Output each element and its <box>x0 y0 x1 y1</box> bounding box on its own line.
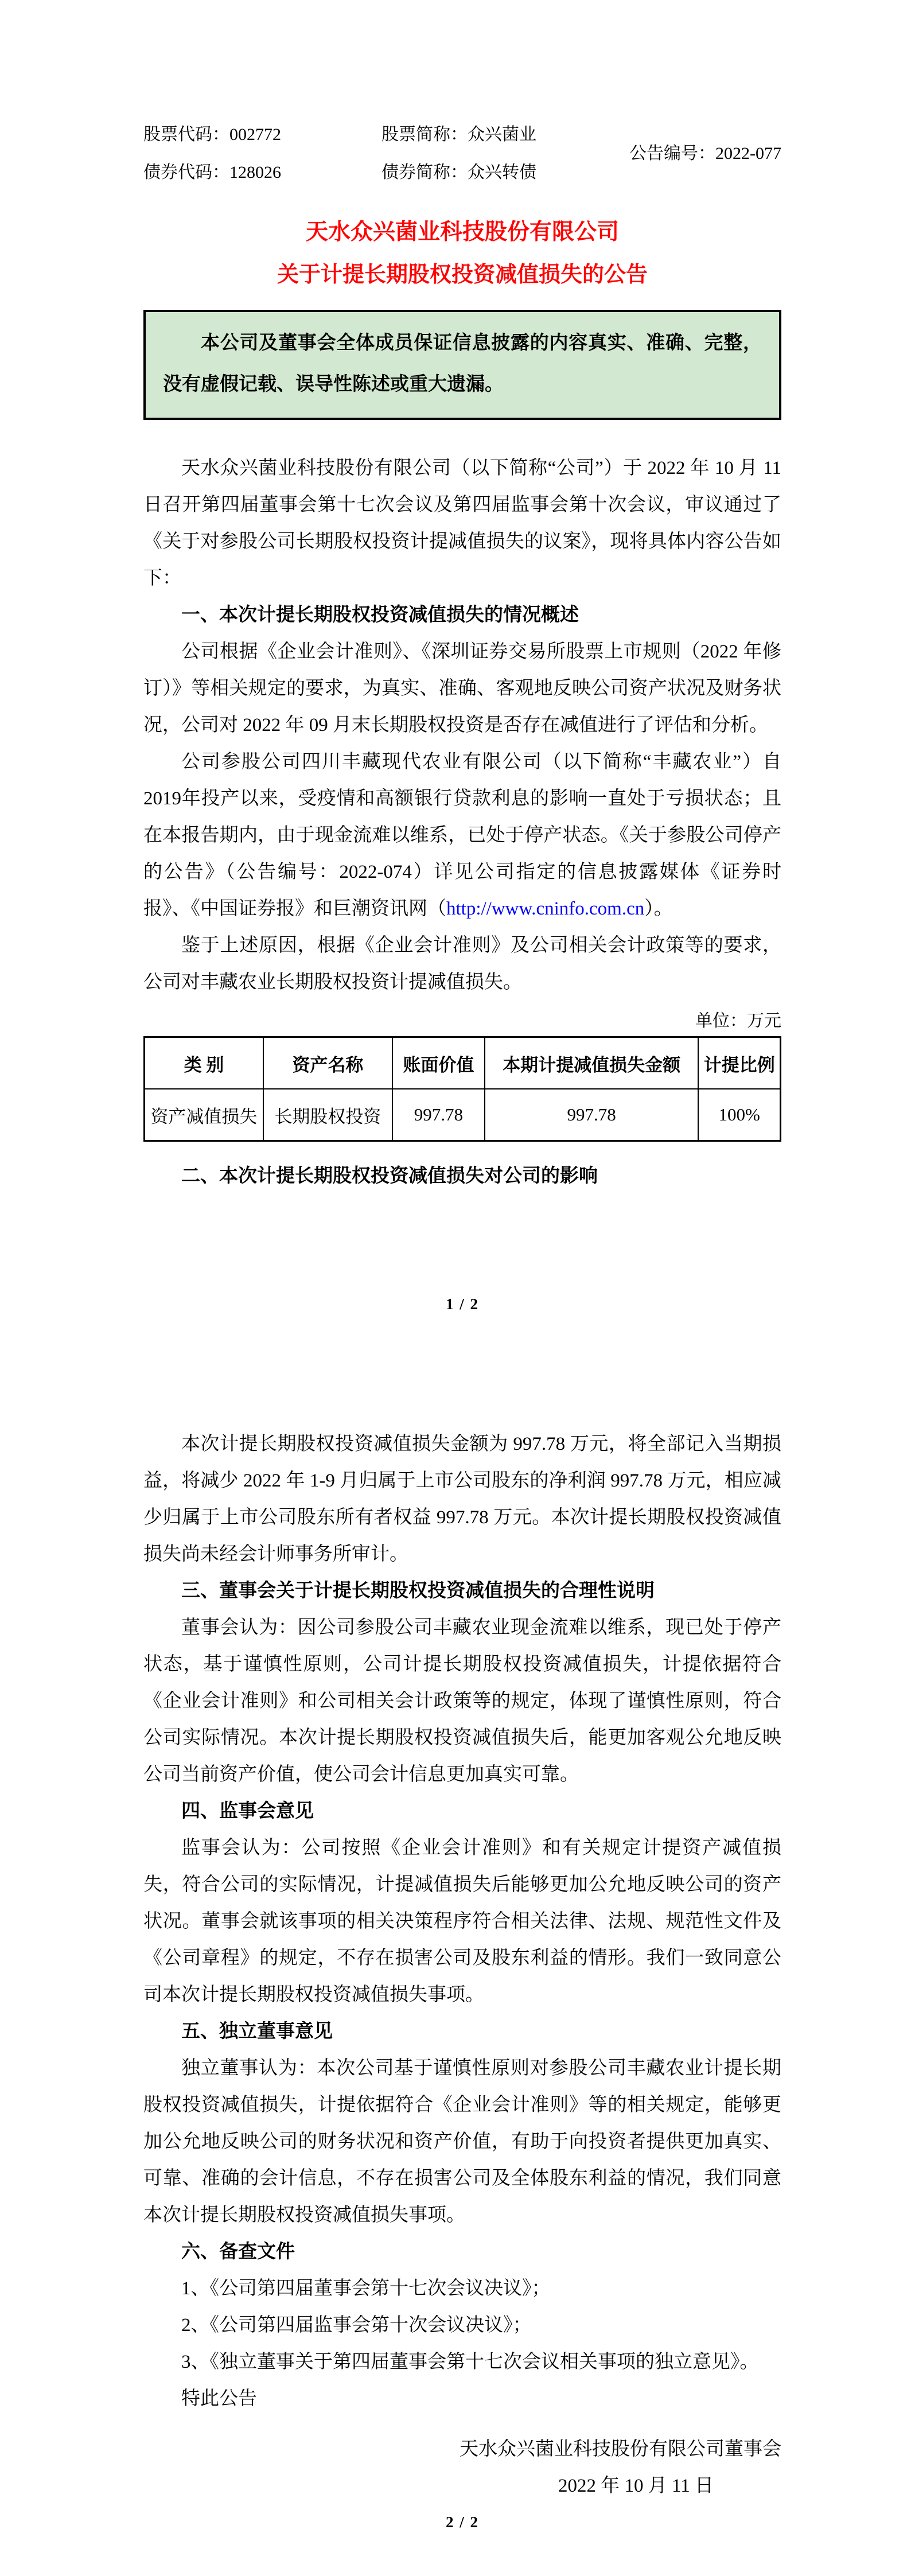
section6-heading: 六、备查文件 <box>181 2242 295 2262</box>
codes-block <box>143 114 629 189</box>
section5-heading: 五、独立董事意见 <box>181 2021 333 2042</box>
document-header <box>143 114 781 189</box>
company-title: 天水众兴菌业科技股份有限公司 <box>305 220 619 244</box>
page-break <box>143 1313 781 1426</box>
section1-paragraph-2-text: 公司参股公司四川丰藏现代农业有限公司（以下简称“丰藏农业”）自2019年投产以来，受疫情和高额银行贷款利息的影响一直处于亏损状态；且在本报告期内，由于现金流难以维系，已处于停产状态。《关于参股公司停产的公告》（公告编号：2022-074）详见公司指定的信息披露媒体《证券时报》、《中国证券报》和巨潮资讯网（ <box>143 752 781 919</box>
stock-code-row <box>143 114 629 151</box>
table-cell-ratio: 100% <box>698 1089 780 1141</box>
section5-paragraph: 独立董事认为：本次公司基于谨慎性原则对参股公司丰藏农业计提长期股权投资减值损失，计提依据符合《企业会计准则》等的相关规定，能够更加公允地反映公司的财务状况和资产价值，有助于向投资者提供更加真实、可靠、准确的会计信息，不存在损害公司及全体股东利益的情况，我们同意本次计提长期股权投资减值损失事项。 <box>143 2058 781 2225</box>
section1-paragraph-3: 鉴于上述原因，根据《企业会计准则》及公司相关会计政策等的要求，公司对丰藏农业长期股权投资计提减值损失。 <box>143 935 781 993</box>
disclosure-notice-text: 本公司及董事会全体成员保证信息披露的内容真实、准确、完整，没有虚假记载、误导性陈述或重大遗漏。 <box>163 333 762 395</box>
document-list-item-2: 2、《公司第四届监事会第十次会议决议》； <box>181 2315 532 2336</box>
table-header-asset-name: 资产名称 <box>263 1037 392 1089</box>
stock-code-label: 股票代码：002772 <box>143 125 281 144</box>
table-header-impairment-amount: 本期计提减值损失金额 <box>485 1037 699 1089</box>
section3-paragraph: 董事会认为：因公司参股公司丰藏农业现金流难以维系，现已处于停产状态，基于谨慎性原则，公司计提长期股权投资减值损失，计提依据符合《企业会计准则》和公司相关会计政策等的规定，体现了谨慎性原则，符合公司实际情况。本次计提长期股权投资减值损失后，能更加客观公允地反映公司当前资产价值，使公司会计信息更加真实可靠。 <box>143 1617 781 1785</box>
intro-paragraph: 天水众兴菌业科技股份有限公司（以下简称“公司”）于 2022 年 10 月 11 日召开第四届董事会第十七次会议及第四届监事会第十次会议，审议通过了《关于对参股公司长期股权投资计提减值损失的议案》，现将具体内容公告如下： <box>143 458 781 589</box>
section3-heading: 三、董事会关于计提长期股权投资减值损失的合理性说明 <box>181 1581 655 1601</box>
table-header-book-value: 账面价值 <box>392 1037 485 1089</box>
announcement-title: 关于计提长期股权投资减值损失的公告 <box>277 263 648 287</box>
section2-paragraph: 本次计提长期股权投资减值损失金额为 997.78 万元，将全部记入当期损益，将减少 2022 年 1-9 月归属于上市公司股东的净利润 997.78 万元，相应减少归属于上市公司股东所有者权益 997.78 万元。本次计提长期股权投资减值损失尚未经会计师事务所审计。 <box>143 1434 781 1565</box>
signature-date: 2022 年 10 月 11 日 <box>558 2476 714 2496</box>
cninfo-link[interactable]: http://www.cninfo.com.cn <box>446 898 645 919</box>
table-cell-book-value: 997.78 <box>392 1089 485 1141</box>
bond-code-label: 债券代码：128026 <box>143 163 281 182</box>
disclosure-notice-box <box>143 310 781 420</box>
board-signature: 天水众兴菌业科技股份有限公司董事会 <box>460 2439 781 2460</box>
table-header-row <box>145 1037 781 1089</box>
table-cell-asset-name: 长期股权投资 <box>263 1089 392 1141</box>
announcement-number: 公告编号：2022-077 <box>629 144 781 163</box>
bond-code-row <box>143 151 629 189</box>
table-cell-impairment-amount: 997.78 <box>485 1089 699 1141</box>
table-cell-category: 资产减值损失 <box>145 1089 263 1141</box>
document-list-item-1: 1、《公司第四届董事会第十七次会议决议》； <box>181 2278 551 2299</box>
page-number-1: 1 / 2 <box>445 1295 479 1313</box>
table-row <box>145 1089 781 1141</box>
section1-paragraph-2 <box>143 744 781 927</box>
unit-label: 单位：万元 <box>695 1011 781 1030</box>
section1-paragraph-2-tail: ）。 <box>644 898 673 919</box>
section1-heading: 一、本次计提长期股权投资减值损失的情况概述 <box>181 605 579 625</box>
table-header-ratio: 计提比例 <box>698 1037 780 1089</box>
closing-statement: 特此公告 <box>181 2388 257 2409</box>
section4-heading: 四、监事会意见 <box>181 1801 314 1822</box>
page-number-2: 2 / 2 <box>445 2513 479 2531</box>
stock-short-name-label: 股票简称：众兴菌业 <box>381 125 536 144</box>
document-list-item-3: 3、《独立董事关于第四届董事会第十七次会议相关事项的独立意见》。 <box>181 2352 759 2372</box>
table-header-category: 类 别 <box>145 1037 263 1089</box>
bond-short-name-label: 债券简称：众兴转债 <box>381 163 536 182</box>
section4-paragraph: 监事会认为：公司按照《企业会计准则》和有关规定计提资产减值损失，符合公司的实际情况，计提减值损失后能够更加公允地反映公司的资产状况。董事会就该事项的相关决策程序符合相关法律、法规、规范性文件及《公司章程》的规定，不存在损害公司及股东利益的情形。我们一致同意公司本次计提长期股权投资减值损失事项。 <box>143 1838 781 2005</box>
section2-heading: 二、本次计提长期股权投资减值损失对公司的影响 <box>181 1166 598 1186</box>
impairment-table <box>143 1036 781 1142</box>
section1-paragraph-1: 公司根据《企业会计准则》、《深圳证券交易所股票上市规则（2022 年修订）》等相关规定的要求，为真实、准确、客观地反映公司资产状况及财务状况，公司对 2022 年 09 月末长期股权投资是否存在减值进行了评估和分析。 <box>143 641 781 736</box>
